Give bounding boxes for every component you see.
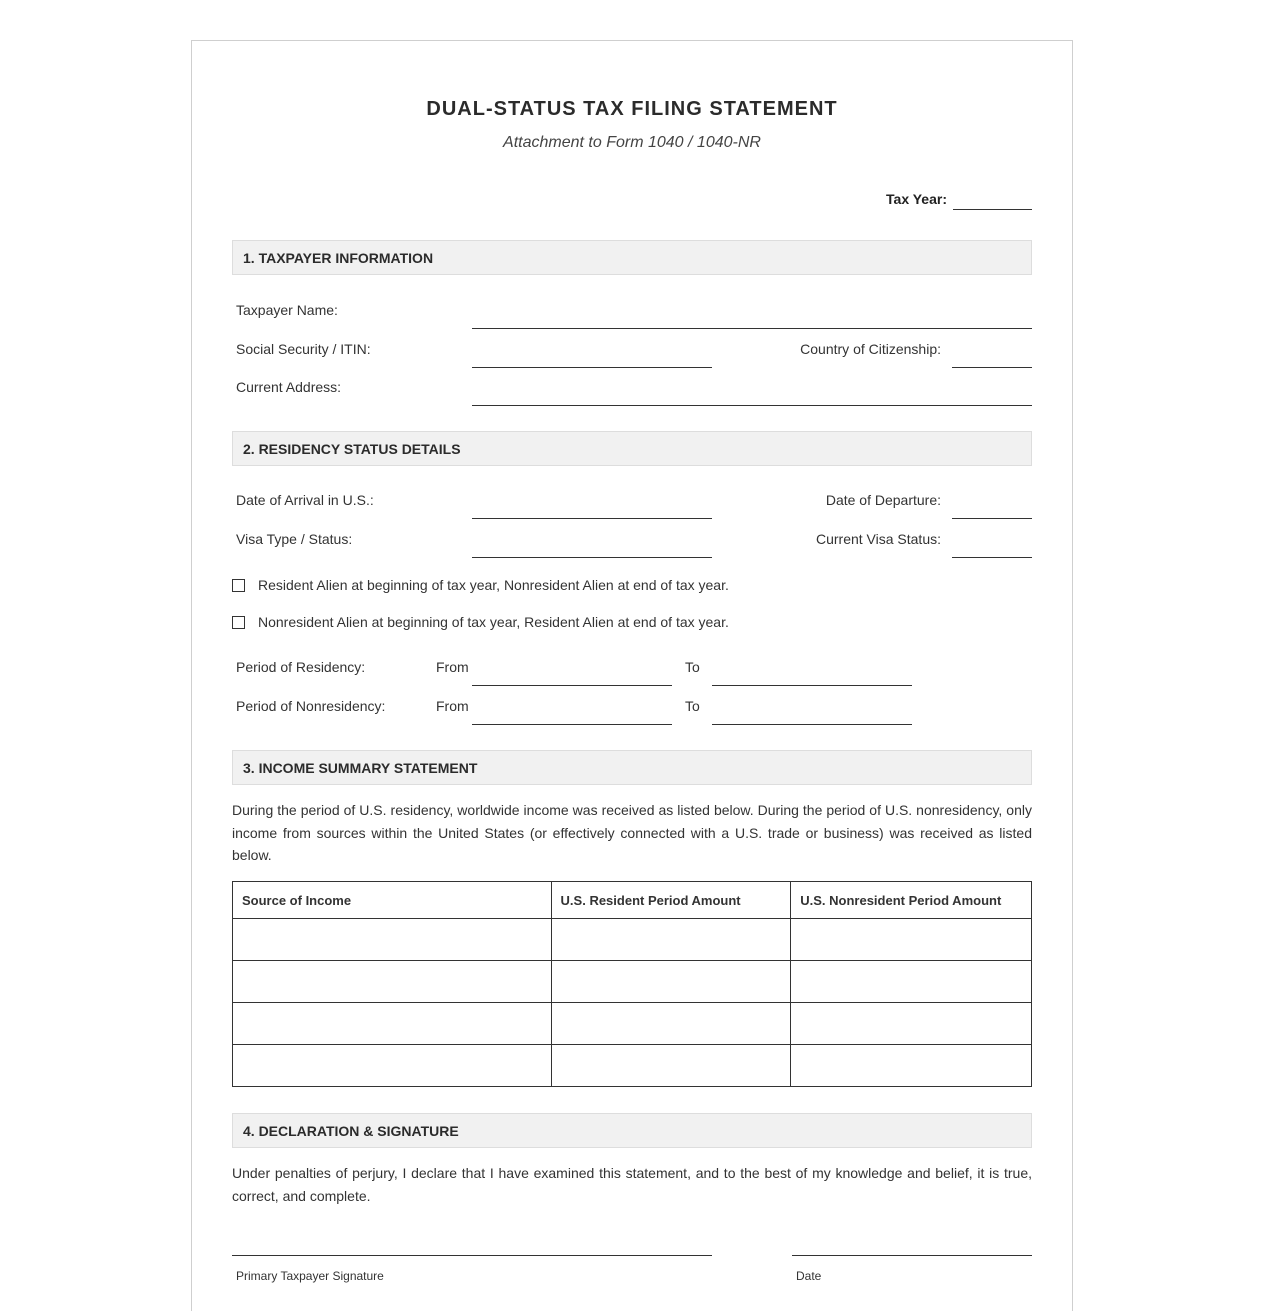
ssn-label: Social Security / ITIN: (236, 341, 371, 357)
ssn-field[interactable] (472, 367, 712, 368)
column-header-source: Source of Income (233, 882, 552, 919)
taxpayer-name-label: Taxpayer Name: (236, 302, 338, 318)
signature-field[interactable] (232, 1255, 712, 1256)
to-label: To (685, 659, 700, 675)
residency-from-field[interactable] (472, 685, 672, 686)
nonresidency-from-field[interactable] (472, 724, 672, 725)
table-cell[interactable] (233, 961, 552, 1003)
section-header-declaration (232, 1113, 1032, 1148)
checkbox-nonresident-to-resident[interactable] (232, 616, 245, 629)
table-row (233, 1045, 1032, 1087)
table-cell[interactable] (233, 919, 552, 961)
period-nonresidency-label: Period of Nonresidency: (236, 698, 386, 714)
declaration-paragraph: Under penalties of perjury, I declare that I have examined this statement, and to the best of my knowledge and belief, it is true, correct, and complete. (232, 1165, 1032, 1204)
signature-label: Primary Taxpayer Signature (236, 1269, 384, 1283)
current-visa-field[interactable] (952, 557, 1032, 558)
table-cell[interactable] (551, 1045, 791, 1087)
column-header-nonresident-amount: U.S. Nonresident Period Amount (791, 882, 1032, 919)
income-table (232, 881, 1032, 1087)
visa-type-label: Visa Type / Status: (236, 531, 353, 547)
from-label: From (436, 698, 469, 714)
table-cell[interactable] (233, 1003, 552, 1045)
checkbox-resident-to-nonresident-label: Resident Alien at beginning of tax year, Nonresident Alien at end of tax year. (258, 577, 729, 593)
page-subtitle: Attachment to Form 1040 / 1040-NR (503, 134, 761, 151)
tax-year-field[interactable] (953, 209, 1032, 210)
table-row (233, 961, 1032, 1003)
table-row (233, 919, 1032, 961)
section-heading: 2. RESIDENCY STATUS DETAILS (243, 441, 461, 457)
nonresidency-to-field[interactable] (712, 724, 912, 725)
citizenship-field[interactable] (952, 367, 1032, 368)
table-cell[interactable] (551, 961, 791, 1003)
taxpayer-name-field[interactable] (472, 328, 1032, 329)
table-cell[interactable] (551, 919, 791, 961)
table-cell[interactable] (791, 1003, 1032, 1045)
section-header-taxpayer-information (232, 240, 1032, 275)
page-title: DUAL-STATUS TAX FILING STATEMENT (426, 98, 838, 120)
table-cell[interactable] (791, 919, 1032, 961)
to-label: To (685, 698, 700, 714)
current-visa-label: Current Visa Status: (815, 531, 941, 547)
checkbox-resident-to-nonresident[interactable] (232, 579, 245, 592)
visa-type-field[interactable] (472, 557, 712, 558)
section-heading: 4. DECLARATION & SIGNATURE (243, 1123, 459, 1139)
period-residency-label: Period of Residency: (236, 659, 366, 675)
section-header-residency-status (232, 431, 1032, 466)
departure-date-label: Date of Departure: (825, 492, 941, 508)
table-cell[interactable] (791, 961, 1032, 1003)
arrival-date-label: Date of Arrival in U.S.: (236, 492, 374, 508)
tax-year-label: Tax Year: (886, 191, 947, 207)
date-label: Date (796, 1269, 822, 1283)
table-row (233, 1003, 1032, 1045)
table-cell[interactable] (233, 1045, 552, 1087)
checkbox-nonresident-to-resident-label: Nonresident Alien at beginning of tax year, Resident Alien at end of tax year. (258, 614, 729, 630)
citizenship-label: Country of Citizenship: (800, 341, 941, 357)
arrival-date-field[interactable] (472, 518, 712, 519)
document-page (191, 40, 1073, 1311)
from-label: From (436, 659, 469, 675)
departure-date-field[interactable] (952, 518, 1032, 519)
table-header-row (233, 882, 1032, 919)
address-label: Current Address: (236, 379, 342, 395)
address-field[interactable] (472, 405, 1032, 406)
residency-to-field[interactable] (712, 685, 912, 686)
table-cell[interactable] (551, 1003, 791, 1045)
section-heading: 1. TAXPAYER INFORMATION (243, 250, 434, 266)
table-cell[interactable] (791, 1045, 1032, 1087)
income-summary-paragraph: During the period of U.S. residency, worldwide income was received as listed below. During the period of U.S. nonresidency, only income from sources within the United States (or effectively connected with a U.S. trade or business) was received as listed below. (232, 802, 1032, 863)
section-heading: 3. INCOME SUMMARY STATEMENT (243, 760, 478, 776)
signature-date-field[interactable] (792, 1255, 1032, 1256)
column-header-resident-amount: U.S. Resident Period Amount (551, 882, 791, 919)
section-header-income-summary (232, 750, 1032, 785)
